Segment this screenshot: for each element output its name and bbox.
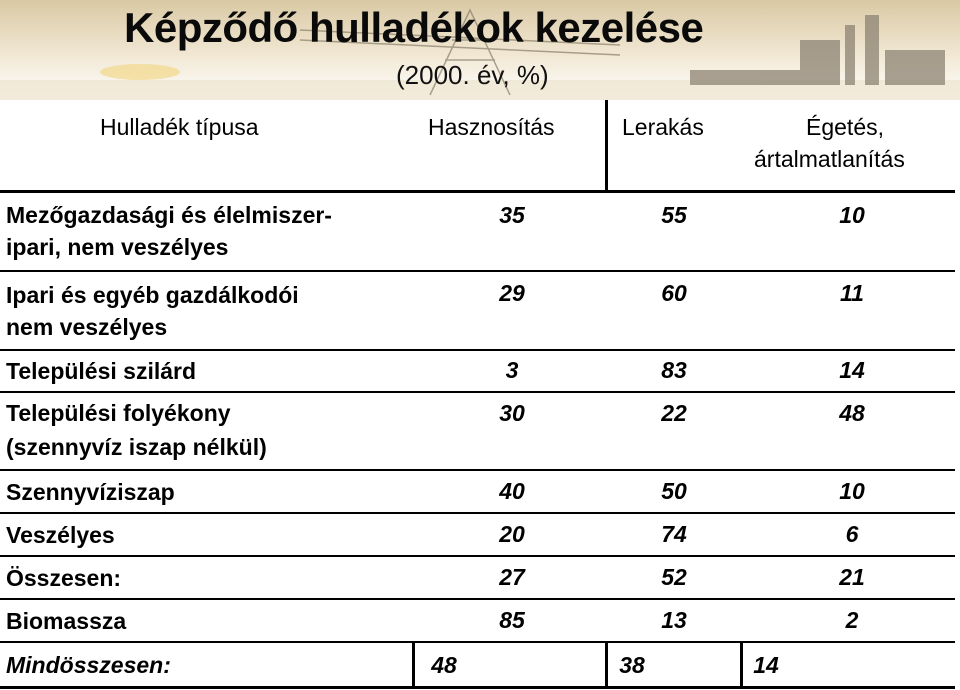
value-landfill: 52 — [661, 564, 687, 590]
value-landfill: 83 — [661, 357, 687, 383]
row-label: Ipari és egyéb gazdálkodói — [6, 282, 299, 308]
header-type: Hulladék típusa — [100, 114, 259, 140]
header-incineration-1: Égetés, — [806, 114, 884, 140]
value-incineration: 10 — [839, 202, 865, 228]
header-incineration-2: ártalmatlanítás — [754, 146, 905, 172]
value-recovery: 40 — [499, 478, 525, 504]
row-label: Összesen: — [6, 565, 122, 591]
row-rule — [0, 270, 955, 272]
row-label: (szennyvíz iszap nélkül) — [6, 434, 267, 460]
row-rule — [0, 391, 955, 393]
value-landfill: 22 — [661, 400, 687, 426]
grand-total-landfill: 38 — [619, 652, 645, 678]
value-recovery: 27 — [499, 564, 525, 590]
row-label: Biomassza — [6, 608, 127, 634]
row-label: Települési szilárd — [6, 358, 197, 384]
value-landfill: 13 — [661, 607, 687, 633]
row-label: Veszélyes — [6, 522, 115, 548]
row-label: Szennyvíziszap — [6, 479, 175, 505]
row-label: Települési folyékony — [6, 400, 231, 426]
value-recovery: 85 — [499, 607, 525, 633]
page-subtitle: (2000. év, %) — [396, 60, 549, 90]
row-rule — [0, 641, 955, 643]
row-label: nem veszélyes — [6, 314, 168, 340]
page-title: Képződő hulladékok kezelése — [124, 4, 704, 51]
row-label: ipari, nem veszélyes — [6, 234, 229, 260]
grand-total-recovery: 48 — [431, 652, 457, 678]
value-recovery: 20 — [499, 521, 525, 547]
value-recovery: 30 — [499, 400, 525, 426]
header-recovery: Hasznosítás — [428, 114, 555, 140]
value-incineration: 14 — [839, 357, 865, 383]
value-incineration: 48 — [839, 400, 865, 426]
row-rule — [0, 349, 955, 351]
row-rule — [0, 598, 955, 600]
table-bottom-rule — [0, 686, 955, 689]
value-incineration: 11 — [840, 280, 864, 306]
row-rule — [0, 555, 955, 557]
value-recovery: 35 — [499, 202, 525, 228]
header-landfill: Lerakás — [622, 114, 704, 140]
value-landfill: 50 — [661, 478, 687, 504]
row-label: Mezőgazdasági és élelmiszer- — [6, 202, 332, 228]
value-incineration: 2 — [845, 607, 859, 633]
value-recovery: 29 — [499, 280, 525, 306]
column-divider — [605, 100, 608, 190]
value-recovery: 3 — [505, 357, 519, 383]
grand-total-label: Mindösszesen: — [6, 652, 171, 678]
value-incineration: 6 — [845, 521, 859, 547]
grand-total-incineration: 14 — [753, 652, 779, 678]
value-landfill: 55 — [661, 202, 687, 228]
row-rule — [0, 469, 955, 471]
value-incineration: 21 — [839, 564, 865, 590]
row-rule — [0, 512, 955, 514]
value-landfill: 74 — [661, 521, 687, 547]
value-landfill: 60 — [661, 280, 687, 306]
header-rule — [0, 190, 955, 193]
value-incineration: 10 — [839, 478, 865, 504]
